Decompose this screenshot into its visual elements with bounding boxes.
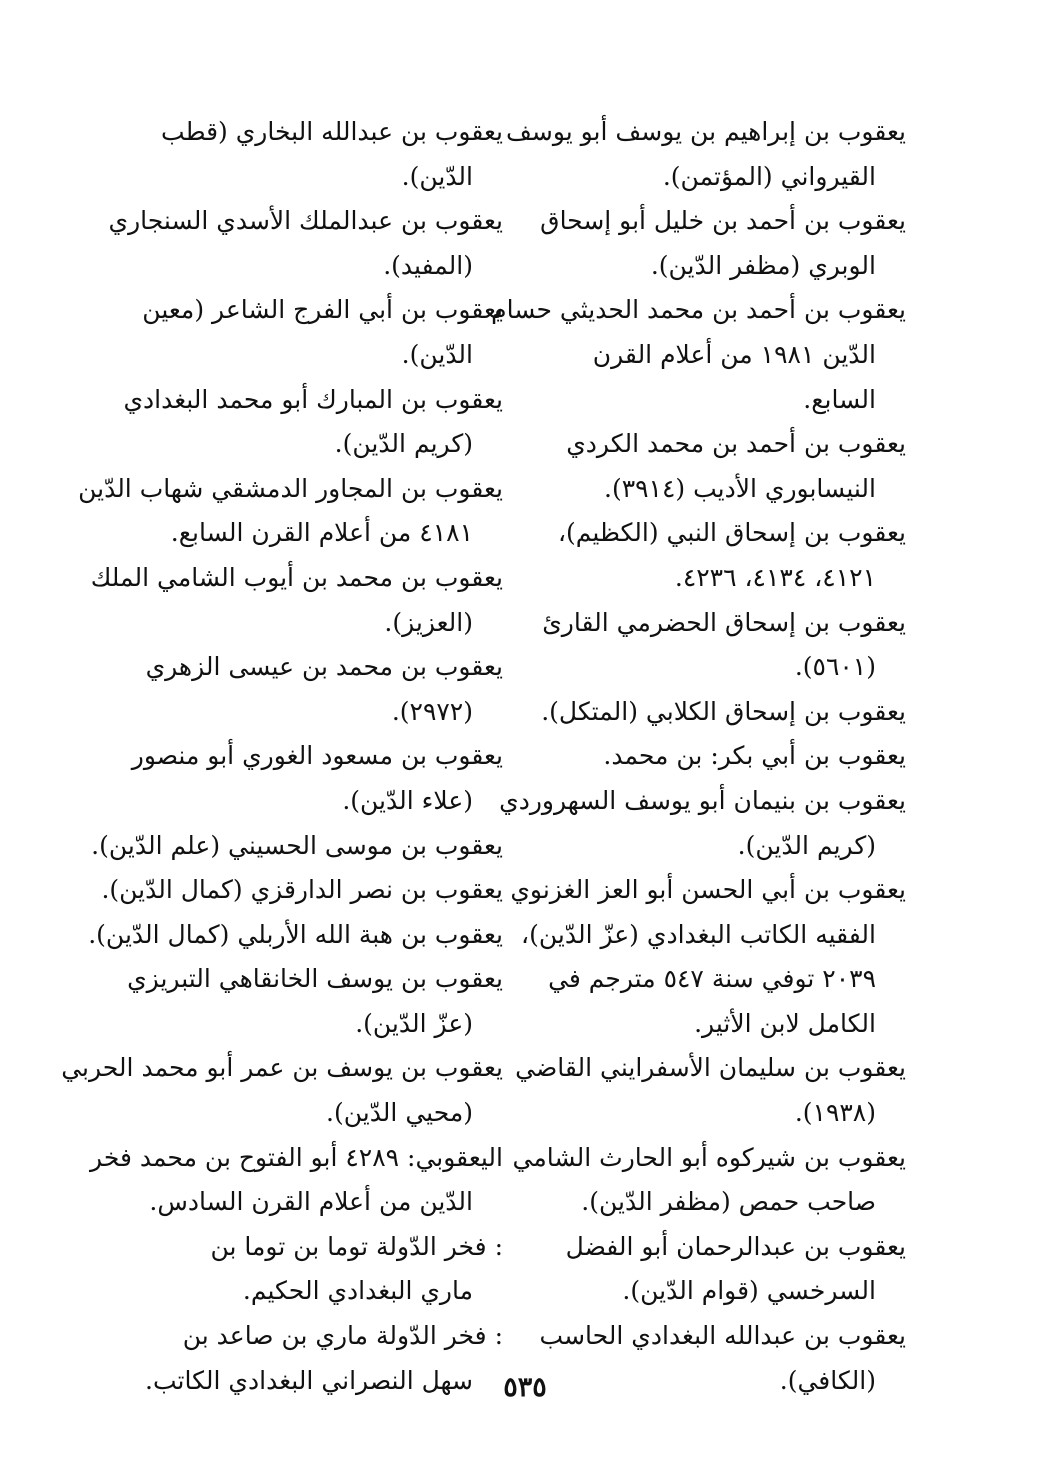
index-entry-line: اليعقوبي: ٤٢٨٩ أبو الفتوح بن محمد فخر [90, 1142, 503, 1172]
index-entry-line: (كريم الدّين). [334, 429, 473, 459]
index-entry-line: (العزيز). [384, 607, 473, 637]
index-entry [548, 511, 906, 600]
index-entry-line: يعقوب بن عبدالملك الأسدي السنجاري [108, 206, 503, 236]
index-entry [127, 957, 503, 1046]
index-entry-line: (كريم الدّين). [737, 830, 876, 860]
index-entry-line: الوبري (مظفر الدّين). [650, 250, 876, 280]
index-entry-line: يعقوب بن شيركوه أبو الحارث الشامي [512, 1142, 906, 1172]
index-entry-line: (المفيد). [383, 250, 473, 280]
index-entry [499, 779, 906, 868]
index-entry-line: يعقوب بن يوسف بن عمر أبو محمد الحربي [61, 1053, 503, 1083]
index-entry-line: ٢٠٣٩ توفي سنة ٥٤٧ مترجم في [548, 964, 876, 994]
index-entry-line: يعقوب بن محمد بن عيسى الزهري [145, 652, 503, 682]
index-entry [108, 199, 503, 288]
index-entry-line: (١٩٣٨). [794, 1098, 876, 1128]
index-entry-line: السابع. [803, 384, 876, 414]
index-entry [137, 645, 503, 734]
index-entry-line: النيسابوري الأديب (٣٩١٤). [604, 473, 876, 503]
index-entry-line: الفقيه الكاتب البغدادي (عزّ الدّين)، [521, 919, 876, 949]
index-entry-line: يعقوب بن بنيمان أبو يوسف السهروردي [499, 785, 906, 815]
index-entry-line: (عزّ الدّين). [355, 1008, 473, 1038]
index-entry [491, 288, 906, 422]
index-entry [137, 288, 503, 377]
index-entry-line: يعقوب بن عبدالرحمان أبو الفضل [565, 1231, 906, 1261]
index-entry [90, 1136, 503, 1225]
index-entry [137, 1225, 503, 1314]
index-entry [506, 110, 906, 199]
index-entry [90, 556, 503, 645]
index-entry [515, 1046, 906, 1135]
index-entry-line: (محيي الدّين). [326, 1098, 473, 1128]
index-entry-line: يعقوب بن عبدالله البخاري (قطب [161, 117, 503, 146]
index-entry-line: : فخر الدّولة توما بن توما بن [210, 1231, 503, 1261]
index-entry-line: سهل النصراني البغدادي الكاتب. [145, 1365, 473, 1395]
index-entry-line: ٤١٢١، ٤١٣٤، ٤٢٣٦. [674, 562, 876, 592]
index-entry-line: يعقوب بن المجاور الدمشقي شهاب الدّين [78, 473, 503, 503]
index-entry-line: (علاء الدّين). [342, 785, 473, 815]
index-entry-line: يعقوب بن مسعود الغوري أبو منصور [131, 741, 503, 771]
index-entry-line: (٥٦٠١). [794, 652, 876, 682]
index-entry-line: يعقوب بن عبدالله البغدادي الحاسب [539, 1321, 906, 1351]
index-entry [548, 422, 906, 511]
index-entry [101, 868, 503, 913]
index-entry-line: يعقوب بن المبارك أبو محمد البغدادي [123, 384, 503, 414]
index-entry-line: يعقوب بن أبي بكر: بن محمد. [603, 741, 906, 771]
index-entry-line: يعقوب بن إسحاق الحضرمي القارئ [542, 607, 906, 637]
index-entry [512, 1136, 906, 1225]
index-entry-line: : فخر الدّولة ماري بن صاعد بن [182, 1321, 503, 1351]
page-number: ٥٣٥ [503, 1372, 547, 1403]
index-entry [78, 467, 503, 556]
index-entry [61, 1046, 503, 1135]
index-entry-line: (الكافي). [779, 1365, 876, 1395]
index-entry-line: يعقوب بن أحمد بن محمد الحديثي حسام [491, 295, 906, 325]
index-entry [541, 690, 906, 735]
index-entry [548, 1225, 906, 1314]
index-entry-line: يعقوب بن موسى الحسيني (علم الدّين). [91, 830, 503, 860]
index-entry [548, 734, 906, 779]
index-entry [540, 199, 906, 288]
index-entry [88, 913, 503, 958]
index-entry-line: يعقوب بن إسحاق النبي (الكظيم)، [557, 518, 906, 548]
index-entry-line: يعقوب بن أبي الحسن أبو العز الغزنوي [510, 875, 906, 905]
index-entry-line: يعقوب بن نصر الدارقزي (كمال الدّين). [101, 875, 503, 905]
index-column-left [61, 110, 503, 1403]
index-entry [510, 868, 906, 1046]
index-entry-line: الدّين من أعلام القرن السادس. [149, 1187, 473, 1217]
index-entry-line: ماري البغدادي الحكيم. [242, 1276, 473, 1306]
index-entry-line: القيرواني (المؤتمن). [662, 161, 876, 191]
index-entry-line: صاحب حمص (مظفر الدّين). [581, 1187, 876, 1217]
index-entry-line: الدّين). [401, 339, 473, 369]
index-entry-line: يعقوب بن إبراهيم بن يوسف أبو يوسف [506, 117, 906, 146]
index-entry [123, 378, 503, 467]
index-entry [542, 601, 906, 690]
index-entry-line: يعقوب بن سليمان الأسفرايني القاضي [515, 1053, 906, 1083]
index-entry-line: الدّين). [401, 161, 473, 191]
index-entry-line: (٢٩٧٢). [391, 696, 473, 726]
index-entry-line: يعقوب بن أحمد بن خليل أبو إسحاق [540, 206, 906, 236]
index-entry-line: الدّين ١٩٨١ من أعلام القرن [592, 339, 876, 369]
index-entry-line: يعقوب بن أحمد بن محمد الكردي [566, 429, 906, 459]
index-entry-line: يعقوب بن إسحاق الكلابي (المتكل). [541, 696, 906, 726]
index-entry-line: الكامل لابن الأثير. [694, 1008, 876, 1038]
index-entry-line: يعقوب بن محمد بن أيوب الشامي الملك [90, 562, 503, 592]
index-entry [131, 734, 503, 823]
index-entry-line: يعقوب بن هبة الله الأربلي (كمال الدّين). [88, 919, 503, 949]
index-entry-line: يعقوب بن أبي الفرج الشاعر (معين [142, 295, 503, 325]
index-entry-line: يعقوب بن يوسف الخانقاهي التبريزي [127, 964, 503, 994]
index-entry [137, 110, 503, 199]
index-entry-line: ٤١٨١ من أعلام القرن السابع. [170, 518, 473, 548]
index-entry-line: السرخسي (قوام الدّين). [622, 1276, 876, 1306]
index-entry [91, 824, 503, 869]
